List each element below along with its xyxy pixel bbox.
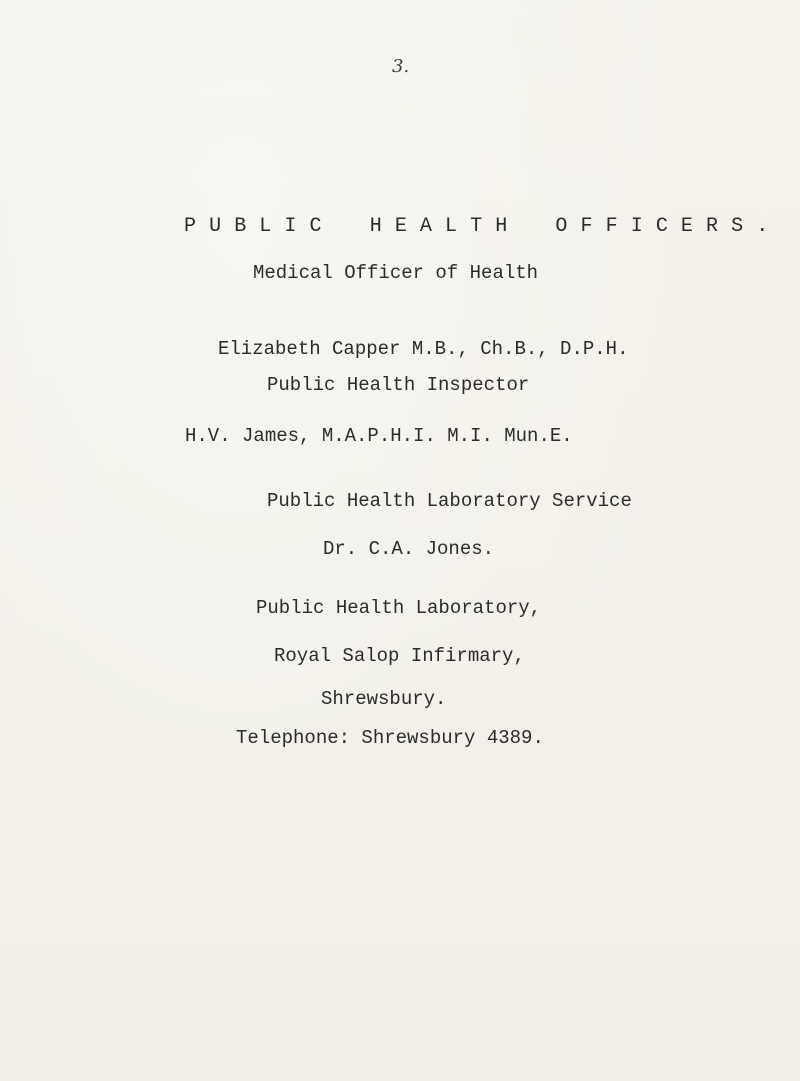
address-line-3: Shrewsbury. (321, 688, 447, 710)
medical-officer-name: Elizabeth Capper M.B., Ch.B., D.P.H. (218, 338, 629, 360)
medical-officer-title: Medical Officer of Health (253, 262, 539, 284)
health-inspector-name: H.V. James, M.A.P.H.I. M.I. Mun.E. (185, 425, 573, 447)
page-heading: PUBLIC HEALTH OFFICERS. (184, 215, 782, 238)
address-line-2: Royal Salop Infirmary, (274, 645, 525, 667)
page-number: 3. (392, 56, 410, 77)
laboratory-service-name: Dr. C.A. Jones. (323, 538, 495, 560)
laboratory-service-title: Public Health Laboratory Service (267, 490, 632, 512)
telephone-line: Telephone: Shrewsbury 4389. (236, 727, 544, 749)
health-inspector-title: Public Health Inspector (267, 374, 530, 396)
address-line-1: Public Health Laboratory, (256, 597, 542, 619)
